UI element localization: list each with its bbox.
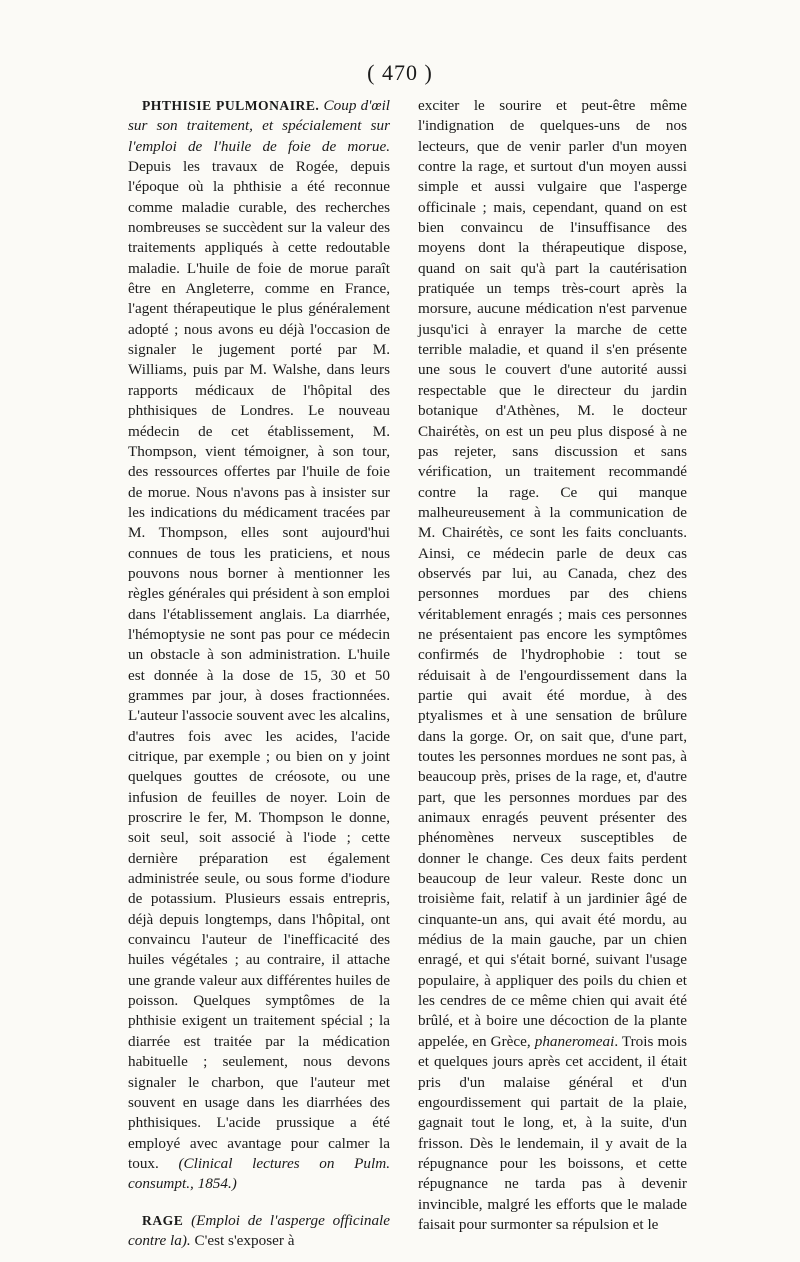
plant-name: phaneromeai — [534, 1032, 615, 1050]
article-body-end: . Trois mois et quelques jours après cet accident, il était pris d'un malaise général et d'un engourdissement qui partait de la plaie, gagnait tout le long, et, à la suite, d'un frisson. Dès le lendemain, il y avait de la répugnance pour les boissons, et cette répugnance ne tarda pas à devenir invincible, malgré les efforts que le malade faisait pour surmonter sa répulsion et le — [418, 1032, 687, 1233]
article-rage-continued — [418, 96, 687, 1235]
article-subtitle: (Emploi de l'asperge officinale contre la). — [128, 1211, 390, 1249]
article-citation: (Clinical lectures on Pulm. consumpt., 1854.) — [128, 1154, 390, 1193]
article-subtitle: Coup d'œil sur son traitement, et spécialement sur l'emploi de l'huile de foie de morue. — [128, 97, 391, 155]
page-number: ( 470 ) — [367, 60, 433, 85]
article-heading: RAGE — [142, 1212, 184, 1228]
article-body: exciter le sourire et peut-être même l'indignation de quelques-uns de nos lecteurs, que de venir parler d'un moyen contre la rage, et surtout d'un moyen aussi simple et aussi vulgaire que l'asperge officinale ; mais, cependant, quand on est bien convaincu de l'insuffisance des moyens dont la thérapeutique dispose, quand on sait qu'à part la cautérisation pratiquée un temps très-court après la morsure, aucune médication n'est parvenue jusqu'ici à enrayer la marche de cette terrible maladie, et quand il s'en présente une sous le couvert d'une autorité aussi respectable que le directeur du jardin botanique d'Athènes, M. le docteur Chairétès, on est un peu plus disposé à ne pas rejeter, sans discussion et sans vérification, un traitement recommandé contre la rage. Ce qui manque malheureusement à la communication de M. Chairétès, ce sont les faits concluants. Ainsi, ce médecin parle de deux cas observés par lui, au Canada, chez des personnes mordues par des chiens véritablement enragés ; mais ces personnes ne présentaient pas encore les symptômes confirmés de l'hydrophobie : tout se réduisait à de l'engourdissement dans la partie qui avait été mordue, à des ptyalismes et à une sensation de brûlure dans la gorge. Or, on sait que, d'une part, toutes les personnes mordues ne sont pas, à beaucoup près, prises de la rage, et, d'autre part, que les personnes mordues par des animaux enragés peuvent présenter des phénomènes nerveux susceptibles de donner le change. Ces deux faits perdent beaucoup de leur valeur. Reste donc un troisième fait, relatif à un jardinier âgé de cinquante-un ans, qui avait été mordu, au médius de la main gauche, par un chien enragé, et qui s'était borné, suivant l'usage populaire, à appliquer des poils du chien et les cendres de ce même chien qui avait été brûlé, et à boire une décoction de la plante appelée, en Grèce, — [418, 97, 687, 1050]
article-divider — [128, 1195, 390, 1211]
right-column — [418, 96, 687, 1235]
article-body: Depuis les travaux de Rogée, depuis l'époque où la phthisie a été reconnue comme maladie curable, des recherches nombreuses se succèdent sur la valeur des traitements appliqués à cette redoutable maladie. L'huile de foie de morue paraît être en Angleterre, comme en France, l'agent thérapeutique le plus généralement adopté ; nous avons eu déjà l'occasion de signaler le jugement porté par M. Williams, puis par M. Walshe, dans leurs rapports médicaux de l'hôpital des phthisiques de Londres. Le nouveau médecin de cet établissement, M. Thompson, vient témoigner, à son tour, des ressources offertes par l'huile de foie de morue. Nous n'avons pas à insister sur les indications du médicament tracées par M. Thompson, elles sont aujourd'hui connues de tous les praticiens, et nous pouvons nous borner à mentionner les règles générales qui président à son emploi dans l'établissement anglais. La diarrhée, l'hémoptysie ne sont pas pour ce médecin un obstacle à son administration. L'huile est donnée à la dose de 15, 30 et 50 grammes par jour, à doses fractionnées. L'auteur l'associe souvent avec les alcalins, d'autres fois avec les acides, l'acide citrique, par exemple ; ou bien on y joint quelques gouttes de créosote, ou une infusion de feuilles de noyer. Loin de proscrire le fer, M. Thompson le donne, soit seul, soit associé à l'iode ; cette dernière préparation est également administrée seule, ou sous forme d'iodure de potassium. Plusieurs essais entrepris, déjà depuis longtemps, dans l'hôpital, ont convaincu l'auteur de l'inefficacité des huiles végétales ; au contraire, il attache une grande valeur aux différentes huiles de poisson. Quelques symptômes de la phthisie exigent un traitement spécial ; la diarrée est traitée par la médication habituelle ; seulement, nous devons signaler le charbon, que l'auteur met souvent en usage dans les diarrhées des phthisiques. L'acide prussique a été employé avec avantage pour calmer la toux. — [128, 158, 390, 1172]
left-column — [128, 96, 390, 1251]
article-phthisie — [128, 96, 390, 1195]
article-heading: PHTHISIE PULMONAIRE. — [142, 98, 320, 113]
article-body: C'est s'exposer à — [194, 1231, 295, 1249]
article-rage — [128, 1211, 390, 1252]
